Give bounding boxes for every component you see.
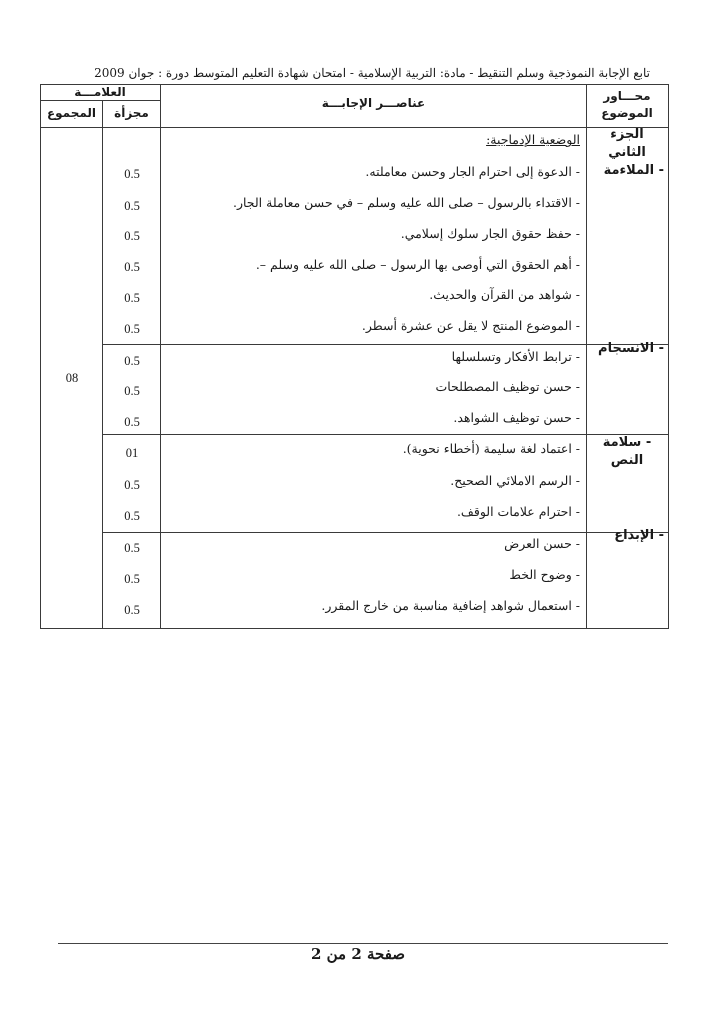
mark-group-header: العلامـــة <box>74 85 126 99</box>
partial-mark: 0.5 <box>124 572 140 586</box>
col-sep-axis <box>586 84 587 629</box>
relevance-item: - حفظ حقوق الجار سلوك إسلامي. <box>400 226 580 241</box>
relevance-item: - أهم الحقوق التي أوصى بها الرسول – صلى الله عليه وسلم –. <box>255 257 580 272</box>
integrity-item: - احترام علامات الوقف. <box>456 504 580 519</box>
col-sep-marks <box>160 84 161 629</box>
partial-mark: 01 <box>125 446 139 460</box>
axis-part-two: الجزء الثاني <box>608 127 646 160</box>
partial-mark: 0.5 <box>124 199 140 213</box>
partial-mark: 0.5 <box>124 229 140 243</box>
partial-mark: 0.5 <box>124 478 140 492</box>
partial-mark: 0.5 <box>124 603 140 617</box>
document-header: تابع الإجابة النموذجية وسلم التنقيط - مادة: التربية الإسلامية - امتحان شهادة التعليم المتوسط دورة : جوان 2009 <box>94 66 650 80</box>
creativity-item: - استعمال شواهد إضافية مناسبة من خارج المقرر. <box>321 598 580 613</box>
coherence-item: - حسن توظيف المصطلحات <box>435 379 580 394</box>
partial-mark: 0.5 <box>124 541 140 555</box>
relevance-item: - الاقتداء بالرسول – صلى الله عليه وسلم – في حسن معاملة الجار. <box>232 195 580 210</box>
total-mark-header: المجموع <box>46 106 97 120</box>
partial-mark: 0.5 <box>124 291 140 305</box>
relevance-item: - الموضوع المنتج لا يقل عن عشرة أسطر. <box>361 318 580 333</box>
table-border-left <box>40 84 41 629</box>
integration-title: الوضعية الإدماجية: <box>486 132 580 147</box>
col-sep-total <box>102 100 103 629</box>
relevance-item: - شواهد من القرآن والحديث. <box>429 287 580 302</box>
table-border-right <box>668 84 669 629</box>
partial-mark: 0.5 <box>124 260 140 274</box>
axis-text-integrity: - سلامة النص <box>602 435 652 468</box>
total-mark: 08 <box>65 371 79 385</box>
partial-mark: 0.5 <box>124 354 140 368</box>
partial-mark: 0.5 <box>124 384 140 398</box>
partial-mark: 0.5 <box>124 167 140 181</box>
relevance-item: - الدعوة إلى احترام الجار وحسن معاملته. <box>365 164 580 179</box>
axis-coherence: - الانسجام <box>598 341 664 356</box>
coherence-item: - ترابط الأفكار وتسلسلها <box>451 349 580 364</box>
integrity-item: - اعتماد لغة سليمة (أخطاء نحوية). <box>402 441 580 456</box>
axis-header: محـــاور الموضوع <box>601 89 653 120</box>
axis-relevance: - الملاءمة <box>603 163 664 178</box>
section-sep-3 <box>102 532 669 533</box>
creativity-item: - وضوح الخط <box>509 567 580 582</box>
partial-mark: 0.5 <box>124 322 140 336</box>
section-sep-2 <box>102 434 669 435</box>
elements-header: عناصـــر الإجابـــة <box>321 96 426 110</box>
coherence-item: - حسن توظيف الشواهد. <box>453 410 580 425</box>
partial-mark-header: مجزأة <box>114 106 149 120</box>
partial-mark: 0.5 <box>124 415 140 429</box>
answer-table <box>40 84 669 629</box>
page-number: صفحة 2 من 2 <box>310 945 406 963</box>
integrity-item: - الرسم الاملائي الصحيح. <box>450 473 580 488</box>
table-border-top <box>40 84 669 85</box>
footer-divider <box>58 943 668 944</box>
header-bottom-line <box>40 127 669 128</box>
section-sep-1 <box>102 344 669 345</box>
table-border-bottom <box>40 628 669 629</box>
axis-creativity: - الإبداع <box>614 528 664 543</box>
partial-mark: 0.5 <box>124 509 140 523</box>
creativity-item: - حسن العرض <box>504 536 580 551</box>
mark-group-sep <box>40 100 161 101</box>
